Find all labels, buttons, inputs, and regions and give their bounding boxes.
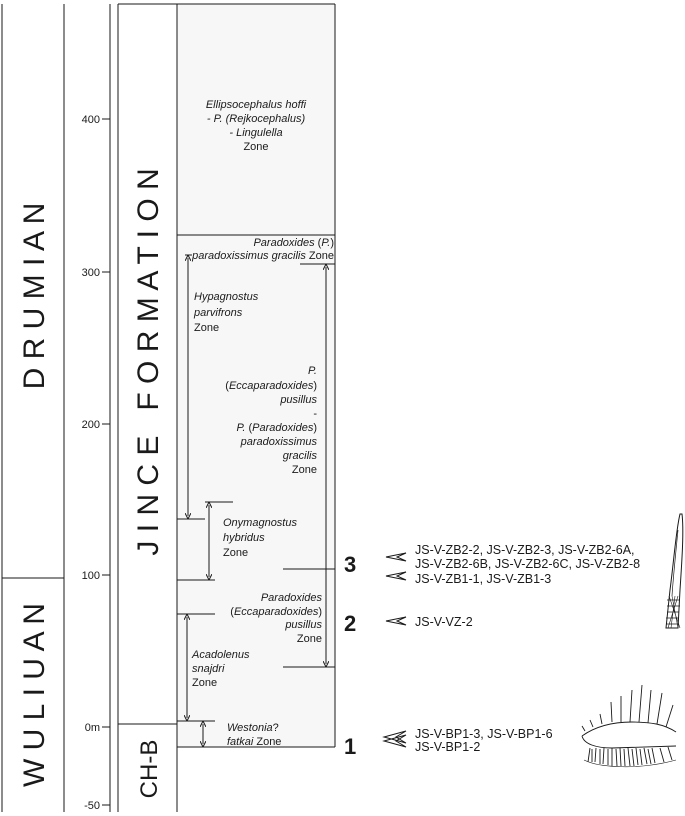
- horizon-3-sample-l3: JS-V-ZB1-1, JS-V-ZB1-3: [415, 572, 552, 586]
- zone-westonia-l1: Westonia?: [227, 722, 279, 734]
- zone-ecca-l6: paradoxissimus: [240, 436, 317, 448]
- zone-acadolenus-l1: Acadolenus: [192, 649, 250, 661]
- horizon-number-1: 1: [344, 734, 357, 759]
- horizon-arrow-icon: [384, 731, 406, 747]
- zone-onymagnostus-l2: hybridus: [223, 532, 265, 544]
- zone-ecca-l3: pusillus: [280, 394, 317, 406]
- zone-ecca-l1: P.: [308, 365, 317, 377]
- tick-label-300: 300: [81, 267, 100, 279]
- stage-label-wuliuan: W U L I U A N: [18, 603, 51, 787]
- zone-pusillus-l4: Zone: [296, 633, 322, 645]
- tick-label-200: 200: [81, 419, 100, 431]
- formation-label-chb: CH-B: [136, 739, 163, 799]
- tick-label-0: 0m: [84, 722, 100, 734]
- zone-gracilis-l1: Paradoxides (P.): [253, 237, 334, 249]
- fossil-hyolith-icon: [666, 514, 683, 628]
- zone-hypagnostus-l3: Zone: [194, 322, 220, 334]
- zone-ellipsocephalus-l2: - P. (Rejkocephalus): [206, 113, 306, 125]
- horizon-arrow-icon: [386, 553, 406, 580]
- zone-hypagnostus-l1: Hypagnostus: [194, 291, 259, 303]
- zone-hypagnostus-l2: parvifrons: [194, 307, 243, 319]
- horizon-number-2: 2: [344, 611, 357, 636]
- zone-gracilis-l2: paradoxissimus gracilis Zone: [192, 250, 334, 262]
- zone-onymagnostus-l1: Onymagnostus: [223, 517, 297, 529]
- zone-acadolenus-l3: Zone: [192, 677, 218, 689]
- zone-acadolenus-l2: snajdri: [192, 663, 225, 675]
- tick-label-400: 400: [81, 114, 100, 126]
- formation-label-jince: J I N C E F O R M A T I O N: [132, 168, 165, 556]
- horizon-3-sample-l1: JS-V-ZB2-2, JS-V-ZB2-3, JS-V-ZB2-6A,: [415, 543, 635, 557]
- horizon-arrow-icon: [386, 617, 406, 625]
- scale-axis: [102, 4, 110, 812]
- zone-ellipsocephalus-l3: - Lingulella: [229, 127, 283, 139]
- tick-label-minus50: -50: [84, 800, 100, 812]
- horizon-2-sample-l1: JS-V-VZ-2: [415, 615, 473, 629]
- zone-ecca-l4: -: [313, 408, 317, 420]
- horizon-1-sample-l2: JS-V-BP1-2: [415, 740, 481, 754]
- zone-westonia-l2: fatkai Zone: [227, 736, 282, 748]
- zone-ellipsocephalus-l1: Ellipsocephalus hoffi: [205, 99, 307, 111]
- zone-ecca-l7: gracilis: [282, 450, 317, 462]
- horizon-3-sample-l2: JS-V-ZB2-6B, JS-V-ZB2-6C, JS-V-ZB2-8: [415, 557, 641, 571]
- zone-ecca-l8: Zone: [291, 464, 317, 476]
- fossil-trilobite-icon: [582, 685, 676, 767]
- zone-pusillus-l1: Paradoxides: [260, 592, 322, 604]
- zone-ecca-l5: P. (Paradoxides): [236, 422, 317, 434]
- zone-ellipsocephalus-l4: Zone: [243, 141, 269, 153]
- stage-label-drumian: D R U M I A N: [18, 202, 51, 390]
- zone-onymagnostus-l3: Zone: [223, 547, 249, 559]
- zone-pusillus-l2: (Eccaparadoxides): [230, 606, 322, 618]
- zone-pusillus-l3: pusillus: [285, 619, 322, 631]
- horizon-1-sample-l1: JS-V-BP1-3, JS-V-BP1-6: [415, 727, 553, 741]
- tick-label-100: 100: [81, 570, 100, 582]
- zone-ecca-l2: (Eccaparadoxides): [225, 380, 317, 392]
- horizon-number-3: 3: [344, 552, 357, 577]
